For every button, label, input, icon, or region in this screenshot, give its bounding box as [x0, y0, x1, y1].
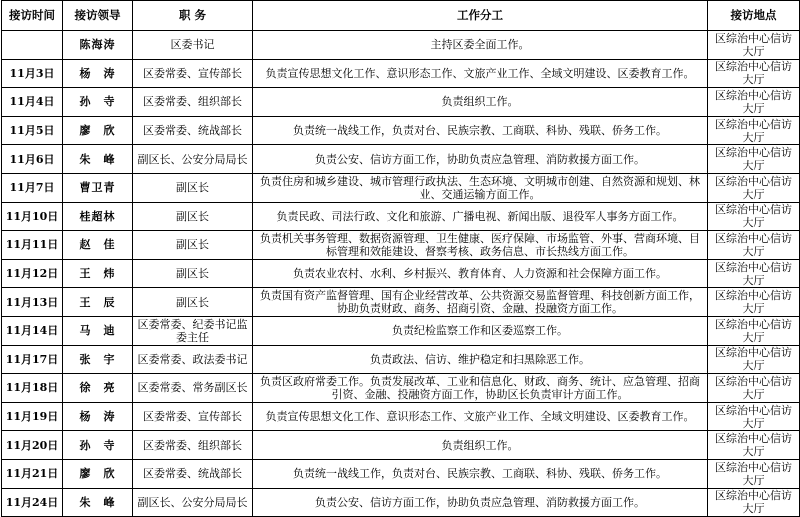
- table-row: [2, 116, 800, 145]
- table-row: [2, 88, 800, 117]
- table-row: [2, 145, 800, 174]
- leader-cell: 杨 涛: [63, 402, 133, 431]
- table-row: [2, 259, 800, 288]
- duty-cell: 负责农业农村、水利、乡村振兴、教育体育、人力资源和社会保障方面工作。: [253, 259, 708, 288]
- position-cell: 区委常委、纪委书记监委主任: [133, 316, 253, 345]
- date-cell: 11月3日: [2, 59, 63, 88]
- place-cell: 区综治中心信访大厅: [708, 402, 800, 431]
- date-cell: 11月17日: [2, 345, 63, 374]
- position-cell: 副区长、公安分局局长: [133, 145, 253, 174]
- table-row: [2, 345, 800, 374]
- date-cell: 11月12日: [2, 259, 63, 288]
- position-cell: 副区长、公安分局局长: [133, 488, 253, 517]
- position-cell: 区委常委、宣传部长: [133, 59, 253, 88]
- place-cell: 区综治中心信访大厅: [708, 202, 800, 231]
- leader-cell: 桂超林: [63, 202, 133, 231]
- duty-cell: 负责组织工作。: [253, 88, 708, 117]
- position-cell: 区委常委、统战部长: [133, 459, 253, 488]
- date-cell: 11月24日: [2, 488, 63, 517]
- position-cell: 副区长: [133, 173, 253, 202]
- place-cell: 区综治中心信访大厅: [708, 288, 800, 317]
- header-row: [2, 1, 800, 31]
- table-row: [2, 402, 800, 431]
- leader-cell: 张 宇: [63, 345, 133, 374]
- leader-cell: 廖 欣: [63, 116, 133, 145]
- reception-schedule-table: [1, 0, 800, 517]
- header-date: 接访时间: [2, 1, 63, 31]
- duty-cell: 负责住房和城乡建设、城市管理行政执法、生态环境、文明城市创建、自然资源和规划、林业、交通运输方面工作。: [253, 173, 708, 202]
- leader-cell: 孙 寺: [63, 431, 133, 460]
- duty-cell: 负责机关事务管理、数据资源管理、卫生健康、医疗保障、市场监管、外事、营商环境、目标管理和效能建设、督察考核、政务信息、市长热线方面工作。: [253, 231, 708, 260]
- position-cell: 副区长: [133, 288, 253, 317]
- leader-cell: 朱 峰: [63, 145, 133, 174]
- place-cell: 区综治中心信访大厅: [708, 116, 800, 145]
- duty-cell: 负责宣传思想文化工作、意识形态工作、文旅产业工作、全域文明建设、区委教育工作。: [253, 402, 708, 431]
- duty-cell: 负责区政府常委工作。负责发展改革、工业和信息化、财政、商务、统计、应急管理、招商引资、金融、投融资方面工作，协助区长负责审计方面工作。: [253, 374, 708, 403]
- duty-cell: 负责组织工作。: [253, 431, 708, 460]
- date-cell: 11月19日: [2, 402, 63, 431]
- duty-cell: 负责公安、信访方面工作，协助负责应急管理、消防救援方面工作。: [253, 145, 708, 174]
- table-row: [2, 173, 800, 202]
- place-cell: 区综治中心信访大厅: [708, 345, 800, 374]
- place-cell: 区综治中心信访大厅: [708, 259, 800, 288]
- duty-cell: 负责统一战线工作，负责对台、民族宗教、工商联、科协、残联、侨务工作。: [253, 116, 708, 145]
- table-row: [2, 431, 800, 460]
- place-cell: 区综治中心信访大厅: [708, 431, 800, 460]
- position-cell: 副区长: [133, 202, 253, 231]
- leader-cell: 陈海涛: [63, 31, 133, 60]
- table-row: [2, 288, 800, 317]
- leader-cell: 曹卫青: [63, 173, 133, 202]
- duty-cell: 负责公安、信访方面工作，协助负责应急管理、消防救援方面工作。: [253, 488, 708, 517]
- leader-cell: 廖 欣: [63, 459, 133, 488]
- leader-cell: 孙 寺: [63, 88, 133, 117]
- header-place: 接访地点: [708, 1, 800, 31]
- leader-cell: 徐 亮: [63, 374, 133, 403]
- table-row: [2, 316, 800, 345]
- duty-cell: 负责政法、信访、维护稳定和扫黑除恶工作。: [253, 345, 708, 374]
- position-cell: 区委常委、组织部长: [133, 88, 253, 117]
- position-cell: 区委常委、政法委书记: [133, 345, 253, 374]
- place-cell: 区综治中心信访大厅: [708, 59, 800, 88]
- position-cell: 区委书记: [133, 31, 253, 60]
- duty-cell: 主持区委全面工作。: [253, 31, 708, 60]
- table-row: [2, 488, 800, 517]
- date-cell: 11月4日: [2, 88, 63, 117]
- place-cell: 区综治中心信访大厅: [708, 231, 800, 260]
- header-duty: 工作分工: [253, 1, 708, 31]
- header-position: 职 务: [133, 1, 253, 31]
- duty-cell: 负责民政、司法行政、文化和旅游、广播电视、新闻出版、退役军人事务方面工作。: [253, 202, 708, 231]
- leader-cell: 杨 涛: [63, 59, 133, 88]
- place-cell: 区综治中心信访大厅: [708, 459, 800, 488]
- place-cell: 区综治中心信访大厅: [708, 31, 800, 60]
- date-cell: [2, 31, 63, 60]
- date-cell: 11月10日: [2, 202, 63, 231]
- header-leader: 接访领导: [63, 1, 133, 31]
- table-row: [2, 459, 800, 488]
- leader-cell: 朱 峰: [63, 488, 133, 517]
- table-row: [2, 31, 800, 60]
- leader-cell: 赵 佳: [63, 231, 133, 260]
- date-cell: 11月5日: [2, 116, 63, 145]
- duty-cell: 负责国有资产监督管理、国有企业经营改革、公共资源交易监督管理、科技创新方面工作，协助负责财政、商务、招商引资、金融、投融资方面工作。: [253, 288, 708, 317]
- table-row: [2, 202, 800, 231]
- position-cell: 区委常委、组织部长: [133, 431, 253, 460]
- date-cell: 11月6日: [2, 145, 63, 174]
- table-row: [2, 374, 800, 403]
- table-row: [2, 59, 800, 88]
- date-cell: 11月18日: [2, 374, 63, 403]
- leader-cell: 马 迪: [63, 316, 133, 345]
- place-cell: 区综治中心信访大厅: [708, 173, 800, 202]
- date-cell: 11月13日: [2, 288, 63, 317]
- position-cell: 区委常委、统战部长: [133, 116, 253, 145]
- table-row: [2, 231, 800, 260]
- duty-cell: 负责统一战线工作，负责对台、民族宗教、工商联、科协、残联、侨务工作。: [253, 459, 708, 488]
- date-cell: 11月7日: [2, 173, 63, 202]
- date-cell: 11月21日: [2, 459, 63, 488]
- position-cell: 区委常委、常务副区长: [133, 374, 253, 403]
- position-cell: 区委常委、宣传部长: [133, 402, 253, 431]
- leader-cell: 王 炜: [63, 259, 133, 288]
- place-cell: 区综治中心信访大厅: [708, 88, 800, 117]
- date-cell: 11月14日: [2, 316, 63, 345]
- date-cell: 11月20日: [2, 431, 63, 460]
- place-cell: 区综治中心信访大厅: [708, 145, 800, 174]
- duty-cell: 负责纪检监察工作和区委巡察工作。: [253, 316, 708, 345]
- place-cell: 区综治中心信访大厅: [708, 374, 800, 403]
- leader-cell: 王 辰: [63, 288, 133, 317]
- position-cell: 副区长: [133, 231, 253, 260]
- place-cell: 区综治中心信访大厅: [708, 488, 800, 517]
- duty-cell: 负责宣传思想文化工作、意识形态工作、文旅产业工作、全域文明建设、区委教育工作。: [253, 59, 708, 88]
- date-cell: 11月11日: [2, 231, 63, 260]
- table-body: [2, 31, 800, 517]
- place-cell: 区综治中心信访大厅: [708, 316, 800, 345]
- position-cell: 副区长: [133, 259, 253, 288]
